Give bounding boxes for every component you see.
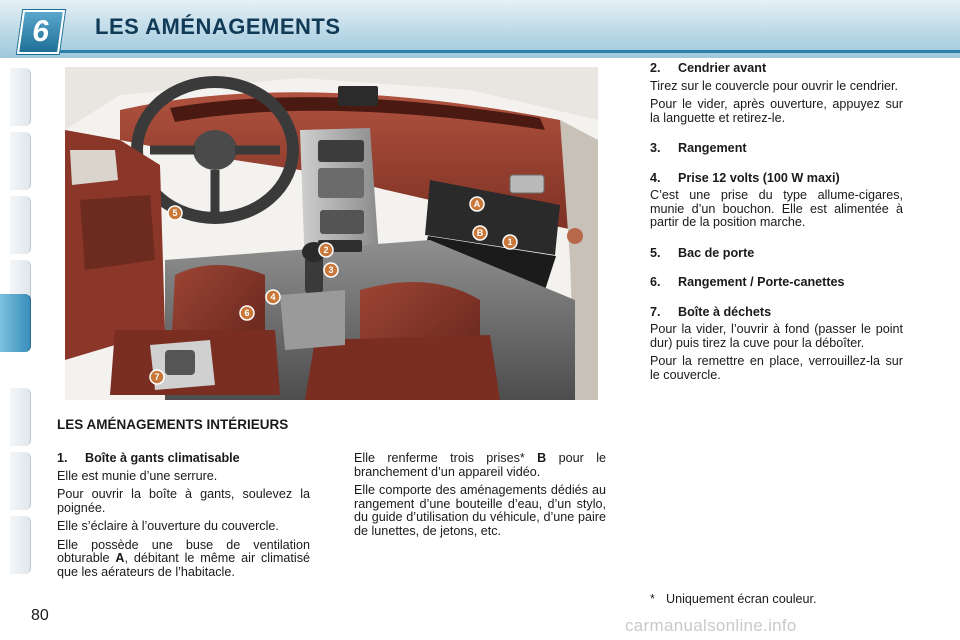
item-2-number: 2. <box>650 61 661 75</box>
callout-label: 6 <box>244 308 250 319</box>
item-1-title: Boîte à gants climatisable <box>85 451 240 465</box>
item-6-title: Rangement / Porte-canettes <box>678 275 845 289</box>
column-right <box>650 62 903 387</box>
callout-label: 4 <box>270 292 276 303</box>
callout-label: 3 <box>328 265 334 276</box>
item-1-text-3: Elle s’éclaire à l’ouverture du couvercle. <box>57 519 279 533</box>
item-2-text-1: Tirez sur le couvercle pour ouvrir le cendrier. <box>650 78 899 93</box>
chapter-tab-2[interactable] <box>10 132 31 190</box>
callout-label: 5 <box>172 208 178 219</box>
item-1-text-5a: Elle renferme trois prises* <box>354 451 525 465</box>
ref-B: B <box>537 451 547 465</box>
header-rule <box>60 50 960 53</box>
chapter-tab-8[interactable] <box>10 452 31 510</box>
callout-label: 2 <box>323 245 329 256</box>
item-4-text-1: C’est une prise du type allume-cigares, munie d’un bouchon. Elle est alimentée à partir de la position marche. <box>650 188 903 229</box>
item-7-title: Boîte à déchets <box>678 304 772 319</box>
item-1-text-2: Pour ouvrir la boîte à gants, soulevez la poignée. <box>57 487 310 515</box>
footnote-mark: * <box>650 592 655 606</box>
item-6-number: 6. <box>650 275 661 289</box>
ref-A: A <box>115 551 125 565</box>
callout-1 <box>503 235 517 249</box>
item-1-text-5b: pour le branchement d’un appareil vidéo. <box>354 451 607 479</box>
callout-3 <box>324 263 338 277</box>
item-3-title: Rangement <box>678 141 747 155</box>
item-7-number: 7. <box>650 304 661 319</box>
chapter-tab-3[interactable] <box>10 196 31 254</box>
item-5-heading <box>650 247 903 261</box>
item-4-heading <box>650 172 903 186</box>
item-1-text-5 <box>354 452 606 479</box>
callout-label: 7 <box>154 372 160 383</box>
item-6-heading <box>650 276 903 290</box>
item-7-text-1: Pour la vider, l’ouvrir à fond (passer le point dur) puis tirez la cuve pour la déboîter. <box>650 322 903 350</box>
callout-a <box>470 197 484 211</box>
page-title: LES AMÉNAGEMENTS <box>95 14 341 39</box>
callout-label: A <box>473 199 481 210</box>
chapter-tab-7[interactable] <box>10 388 31 446</box>
column-middle <box>354 452 606 543</box>
item-3-heading <box>650 142 903 156</box>
item-1-heading <box>57 452 310 466</box>
callout-4 <box>266 290 280 304</box>
callout-7 <box>150 370 164 384</box>
chapter-badge: 6 <box>17 10 65 54</box>
item-7-text-2: Pour la remettre en place, verrouillez-la sur le couvercle. <box>650 354 903 382</box>
item-2-text-2: Pour le vider, après ouverture, appuyez sur la languette et retirez-le. <box>650 97 903 125</box>
item-1-text-4a: Elle possède une buse de ventilation obturable <box>57 537 310 565</box>
item-2-title: Cendrier avant <box>678 61 767 75</box>
callout-5 <box>168 206 182 220</box>
item-1-text-1: Elle est munie d’une serrure. <box>57 468 218 483</box>
page-header <box>0 0 960 58</box>
item-1-text-4b: , débitant le même air climatisé que les aérateurs de l’habitacle. <box>57 551 310 579</box>
item-5-number: 5. <box>650 245 661 260</box>
interior-illustration <box>65 67 598 400</box>
callout-6 <box>240 306 254 320</box>
item-1-text-4 <box>57 539 310 580</box>
item-7-heading <box>650 306 903 320</box>
section-heading: LES AMÉNAGEMENTS INTÉRIEURS <box>57 417 289 432</box>
callout-label: B <box>476 228 484 239</box>
chapter-tab-1[interactable] <box>10 68 31 126</box>
page-number: 80 <box>31 607 49 624</box>
item-5-title: Bac de porte <box>678 245 755 260</box>
item-1-text-6: Elle comporte des aménagements dédiés au rangement d’une bouteille d’eau, d’un stylo, du guide d’utilisation du véhicule, d’une paire de lunettes, de jetons, etc. <box>354 483 606 538</box>
footnote <box>650 592 817 606</box>
callout-b <box>473 226 487 240</box>
interior-drawing <box>65 67 598 400</box>
footnote-text: Uniquement écran couleur. <box>666 592 817 606</box>
callout-label: 1 <box>507 237 513 248</box>
item-4-number: 4. <box>650 170 661 185</box>
item-4-title: Prise 12 volts (100 W maxi) <box>678 170 840 185</box>
column-left <box>57 452 310 584</box>
item-1-number: 1. <box>57 451 68 465</box>
callout-2 <box>319 243 333 257</box>
watermark: carmanualsonline.info <box>625 616 797 635</box>
chapter-tab-9[interactable] <box>10 516 31 574</box>
item-3-number: 3. <box>650 141 661 155</box>
chapter-tab-6-active[interactable] <box>0 294 31 352</box>
item-2-heading <box>650 62 903 76</box>
chapter-tabs <box>0 68 34 578</box>
